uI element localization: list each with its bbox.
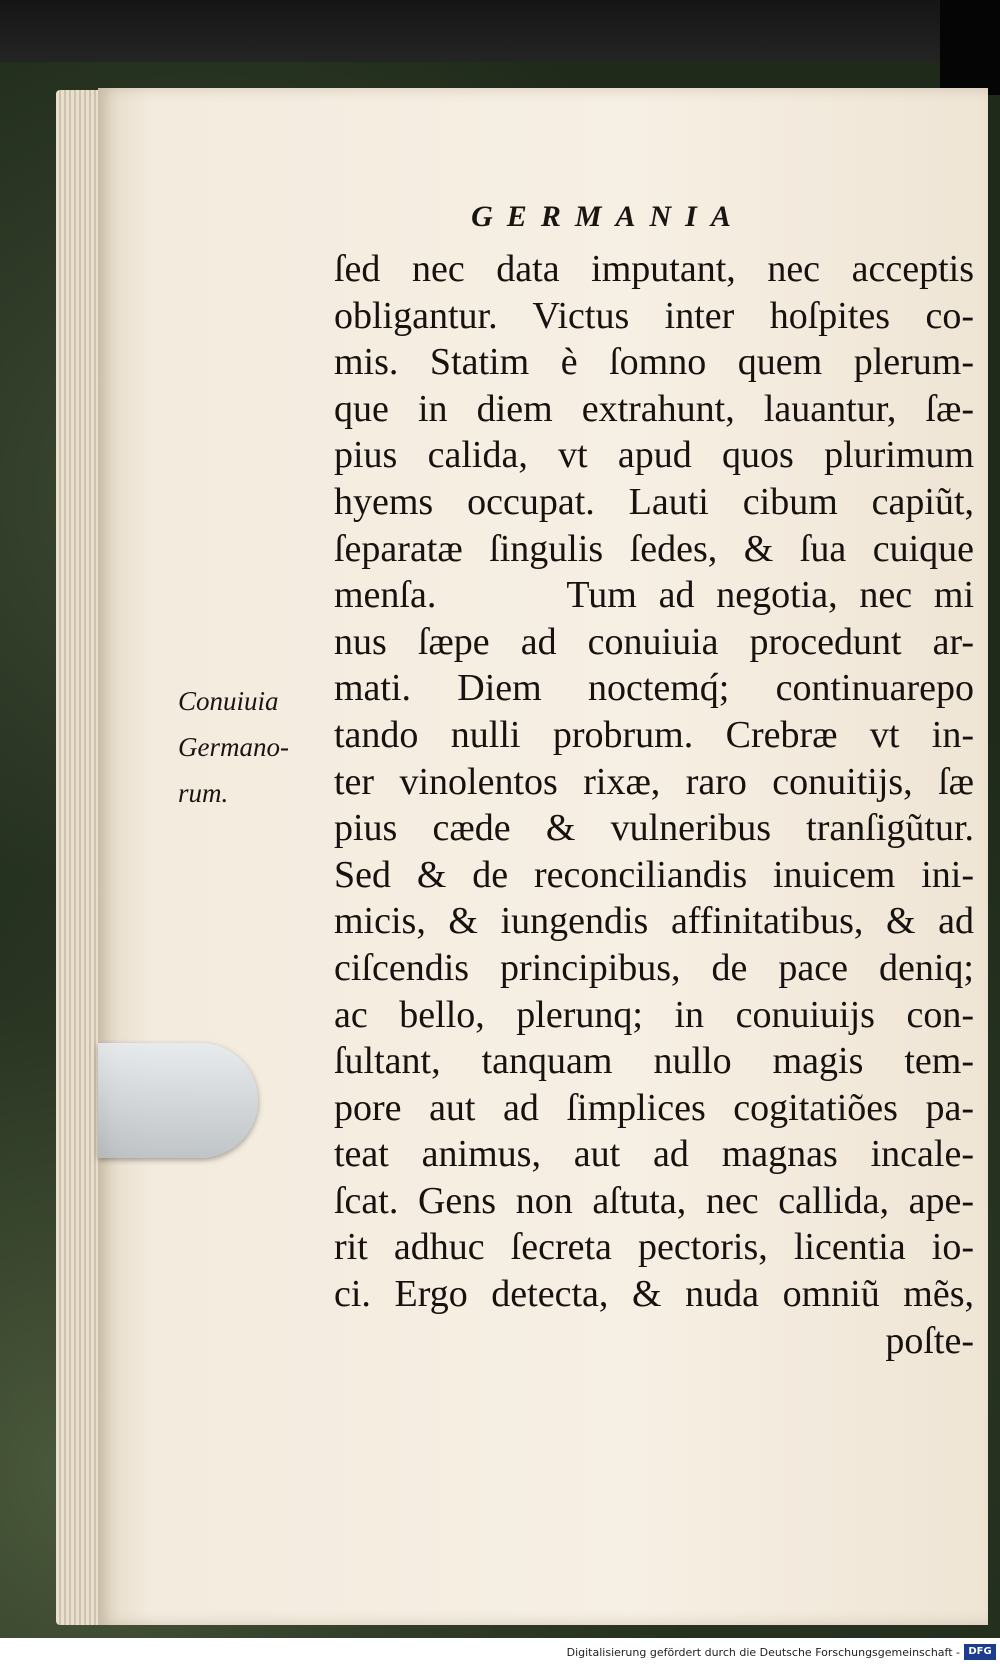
footer-bar xyxy=(0,1638,1000,1668)
marginal-line: Germano- xyxy=(178,732,289,762)
text-line: Sed & de reconciliandis inuicem ini- xyxy=(334,853,974,896)
text-line: teat animus, aut ad magnas incale- xyxy=(334,1133,974,1176)
footer-credit: Digitalisierung gefördert durch die Deutsche Forschungsgemeinschaft - xyxy=(566,1646,960,1659)
text-line: ci. Ergo detecta, & nuda omniũ mẽs, xyxy=(334,1273,974,1316)
body-text xyxy=(334,246,974,1364)
text-line: pius calida, vt apud quos plurimum xyxy=(334,434,974,477)
text-line: que in diem extrahunt, lauantur, ſæ- xyxy=(334,387,974,430)
dfg-logo: DFG xyxy=(964,1644,996,1660)
text-line: ſultant, tanquam nullo magis tem- xyxy=(334,1040,974,1083)
text-line: ciſcendis principibus, de pace deniq; xyxy=(334,946,974,989)
text-line: mis. Statim è ſomno quem plerum- xyxy=(334,341,974,384)
text-line: pore aut ad ſimplices cogitatiões pa- xyxy=(334,1086,974,1129)
text-line: nus ſæpe ad conuiuia procedunt ar- xyxy=(334,620,974,663)
text-line: mati. Diem noctemq́; continuarepo xyxy=(334,667,974,710)
marginal-line: rum. xyxy=(178,778,229,808)
text-line: menſa. Tum ad negotia, nec mi xyxy=(334,574,974,617)
text-line: ſed nec data imputant, nec acceptis xyxy=(334,248,974,290)
marginal-note xyxy=(178,678,328,816)
text-line: hyems occupat. Lauti cibum capiũt, xyxy=(334,480,974,523)
binding-corner xyxy=(940,0,1000,95)
binding-strip xyxy=(0,0,1000,62)
text-line: ſcat. Gens non aſtuta, nec callida, ape- xyxy=(334,1179,974,1222)
text-line: rit adhuc ſecreta pectoris, licentia io- xyxy=(334,1226,974,1269)
catchword: poſte- xyxy=(885,1319,974,1362)
text-line: ac bello, plerunq; in conuiuijs con- xyxy=(334,993,974,1036)
text-line: tando nulli probrum. Crebræ vt in- xyxy=(334,713,974,756)
book-page xyxy=(98,88,988,1625)
marginal-line: Conuiuia xyxy=(178,686,279,716)
text-line: ſeparatæ ſingulis ſedes, & ſua cuique xyxy=(334,527,974,570)
text-line: pius cæde & vulneribus tranſigũtur. xyxy=(334,807,974,850)
text-line: obligantur. Victus inter hoſpites co- xyxy=(334,294,974,337)
running-head: GERMANIA xyxy=(471,200,745,233)
text-line: ter vinolentos rixæ, raro conuitijs, ſæ xyxy=(334,760,974,803)
page-clip xyxy=(98,1043,258,1158)
text-line: micis, & iungendis affinitatibus, & ad xyxy=(334,900,974,943)
